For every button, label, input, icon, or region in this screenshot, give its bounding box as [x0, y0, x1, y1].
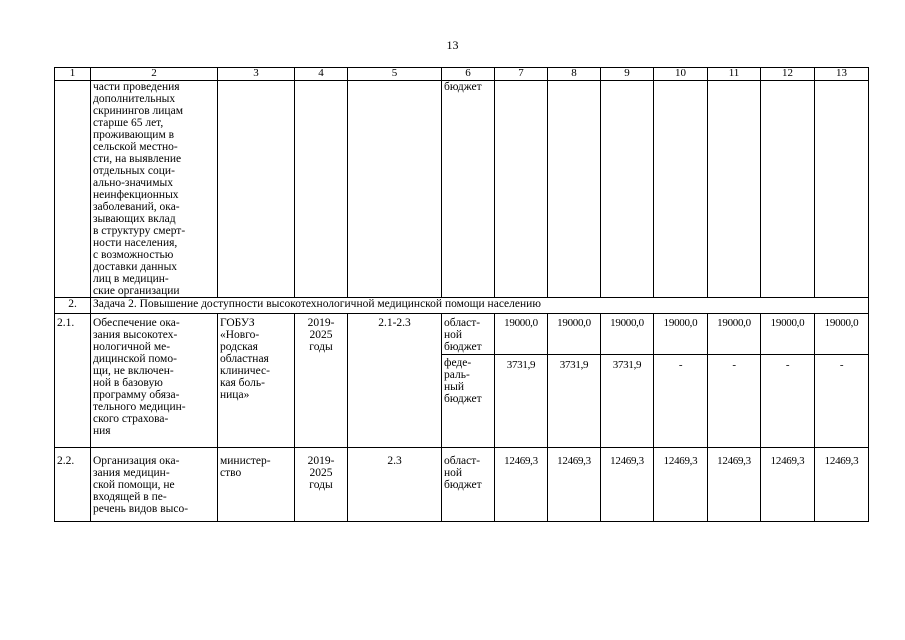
column-number: 7: [495, 68, 548, 81]
funding-value: 19000,0: [761, 314, 815, 355]
column-number: 8: [548, 68, 601, 81]
table-row: [55, 448, 869, 522]
funding-value: -: [815, 355, 869, 448]
funding-value: 12469,3: [815, 448, 869, 522]
funding-value: 3731,9: [495, 355, 548, 448]
column-number: 10: [654, 68, 708, 81]
task-number: 2.: [55, 298, 91, 314]
column-number: 3: [218, 68, 295, 81]
column-number: 9: [601, 68, 654, 81]
executor: ГОБУЗ «Новго- родская областная клиничес- кая боль- ница»: [218, 314, 295, 448]
period: 2019- 2025 годы: [295, 448, 348, 522]
funding-value: 12469,3: [548, 448, 601, 522]
target-indicators: 2.1-2.3: [348, 314, 442, 448]
row-number: 2.2.: [55, 448, 91, 522]
column-number: 11: [708, 68, 761, 81]
activity-description: части проведения дополнительных скринингов лицам старше 65 лет, проживающим в сельской местно- сти, на выявление отдельных соци- ально-значимых неинфекционных заболеваний, ока- зывающих вклад в структуру смерт- ности населения, с возможностью доставки данных лиц в медицин- ские организации: [91, 81, 218, 298]
task-row: [55, 298, 869, 314]
row-number: 2.1.: [55, 314, 91, 448]
period: 2019- 2025 годы: [295, 314, 348, 448]
continuation-row: [55, 81, 869, 298]
funding-source: област- ной бюджет: [442, 448, 495, 522]
column-number: 13: [815, 68, 869, 81]
funding-value: -: [761, 355, 815, 448]
funding-value: 19000,0: [548, 314, 601, 355]
activity-description: Организация ока- зания медицин- ской помощи, не входящей в пе- речень видов высо-: [91, 448, 218, 522]
funding-source: феде- раль- ный бюджет: [442, 355, 495, 448]
funding-value: 12469,3: [601, 448, 654, 522]
funding-value: 12469,3: [708, 448, 761, 522]
funding-value: 3731,9: [601, 355, 654, 448]
table-row: [55, 314, 869, 355]
funding-value: 3731,9: [548, 355, 601, 448]
executor: министер- ство: [218, 448, 295, 522]
funding-value: 12469,3: [495, 448, 548, 522]
funding-value: 12469,3: [654, 448, 708, 522]
column-number: 5: [348, 68, 442, 81]
funding-value: 19000,0: [495, 314, 548, 355]
page-number: 13: [446, 38, 459, 52]
funding-value: -: [654, 355, 708, 448]
column-number: 1: [55, 68, 91, 81]
activity-description: Обеспечение ока- зания высокотех- нологичной ме- дицинской помо- щи, не включен- ной в базовую программу обяза- тельного медицин- ского страхова- ния: [91, 314, 218, 448]
funding-source: област- ной бюджет: [442, 314, 495, 355]
column-number: 12: [761, 68, 815, 81]
target-indicators: 2.3: [348, 448, 442, 522]
funding-value: 19000,0: [601, 314, 654, 355]
column-number: 4: [295, 68, 348, 81]
funding-value: 19000,0: [815, 314, 869, 355]
column-number: 2: [91, 68, 218, 81]
funding-value: 19000,0: [654, 314, 708, 355]
column-number-row: [55, 68, 869, 81]
program-table: [54, 67, 869, 522]
funding-value: 12469,3: [761, 448, 815, 522]
funding-value: 19000,0: [708, 314, 761, 355]
column-number: 6: [442, 68, 495, 81]
task-title: Задача 2. Повышение доступности высокотехнологичной медицинской помощи населению: [91, 298, 869, 314]
funding-value: -: [708, 355, 761, 448]
funding-source: бюджет: [442, 81, 495, 298]
